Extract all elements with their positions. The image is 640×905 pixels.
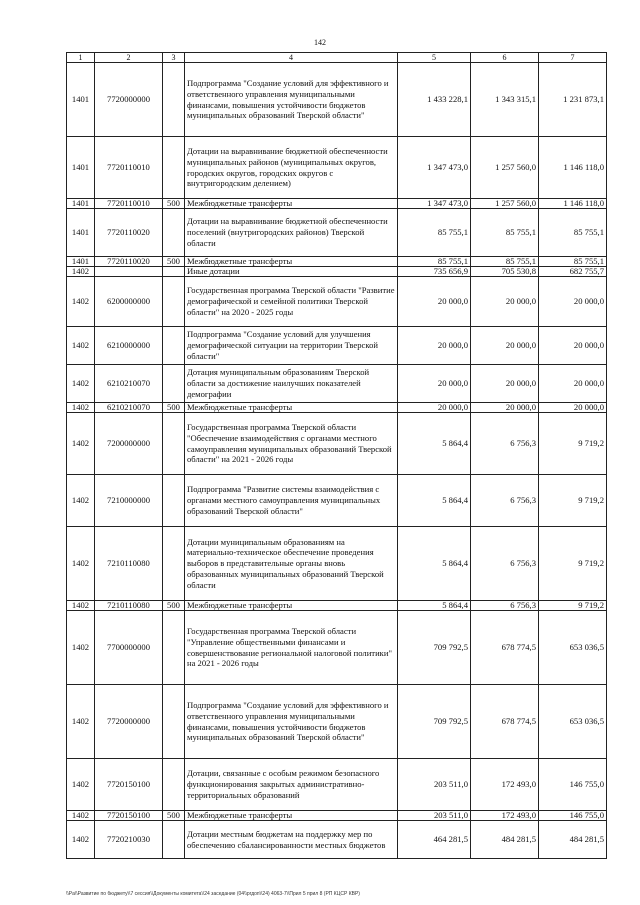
column-header: 1 [67,53,95,63]
column-header: 7 [539,53,607,63]
amount-year-2-cell: 20 000,0 [471,365,539,403]
table-row [67,209,607,257]
amount-year-2-cell: 705 530,8 [471,267,539,277]
amount-year-3-cell: 85 755,1 [539,209,607,257]
amount-year-2-cell: 85 755,1 [471,209,539,257]
table-row [67,257,607,267]
target-article-code-cell: 7720110020 [95,257,163,267]
column-number-row [67,53,607,63]
amount-year-1-cell: 20 000,0 [398,277,471,327]
section-code-cell: 1402 [67,365,95,403]
amount-year-3-cell: 9 719,2 [539,601,607,611]
amount-year-2-cell: 6 756,3 [471,527,539,601]
table-row [67,475,607,527]
expense-type-cell [163,685,185,759]
item-name-cell: Государственная программа Тверской области "Развитие демографической и семейной политики Тверской области" на 2020 - 2025 годы [185,277,398,327]
amount-year-2-cell: 678 774,5 [471,685,539,759]
amount-year-1-cell: 5 864,4 [398,413,471,475]
target-article-code-cell: 7720110010 [95,199,163,209]
item-name-cell: Дотация муниципальным образованиям Тверской области за достижение наилучших показателей демографии [185,365,398,403]
expense-type-cell: 500 [163,403,185,413]
amount-year-3-cell: 20 000,0 [539,403,607,413]
item-name-cell: Межбюджетные трансферты [185,199,398,209]
amount-year-2-cell: 1 343 315,1 [471,63,539,137]
amount-year-1-cell: 709 792,5 [398,685,471,759]
item-name-cell: Подпрограмма "Создание условий для улучшения демографической ситуации на территории Тверской области" [185,327,398,365]
expense-type-cell [163,413,185,475]
target-article-code-cell: 6210210070 [95,365,163,403]
expense-type-cell [163,209,185,257]
table-body [67,63,607,859]
expense-type-cell: 500 [163,199,185,209]
target-article-code-cell: 7720150100 [95,811,163,821]
amount-year-1-cell: 5 864,4 [398,527,471,601]
item-name-cell: Подпрограмма "Создание условий для эффективного и ответственного управления муниципальными финансами, повышения устойчивости бюджетов муниципальных образований Тверской области" [185,685,398,759]
column-header: 6 [471,53,539,63]
target-article-code-cell: 7720000000 [95,63,163,137]
item-name-cell: Подпрограмма "Создание условий для эффективного и ответственного управления муниципальными финансами, повышения устойчивости бюджетов муниципальных образований Тверской области" [185,63,398,137]
section-code-cell: 1402 [67,601,95,611]
amount-year-1-cell: 464 281,5 [398,821,471,859]
table-row [67,365,607,403]
target-article-code-cell: 6210000000 [95,327,163,365]
target-article-code-cell: 7210000000 [95,475,163,527]
amount-year-2-cell: 6 756,3 [471,475,539,527]
amount-year-3-cell: 20 000,0 [539,365,607,403]
expense-type-cell [163,277,185,327]
section-code-cell: 1401 [67,257,95,267]
amount-year-3-cell: 9 719,2 [539,527,607,601]
amount-year-1-cell: 5 864,4 [398,475,471,527]
amount-year-3-cell: 20 000,0 [539,277,607,327]
item-name-cell: Дотации на выравнивание бюджетной обеспеченности поселений (внутригородских районов) Тверской области [185,209,398,257]
amount-year-2-cell: 1 257 560,0 [471,199,539,209]
expense-type-cell [163,527,185,601]
table-row [67,685,607,759]
table-row [67,403,607,413]
table-row [67,413,607,475]
amount-year-2-cell: 1 257 560,0 [471,137,539,199]
expense-type-cell [163,137,185,199]
column-header: 5 [398,53,471,63]
amount-year-2-cell: 6 756,3 [471,413,539,475]
amount-year-3-cell: 85 755,1 [539,257,607,267]
expense-type-cell [163,63,185,137]
target-article-code-cell [95,267,163,277]
table-row [67,277,607,327]
table-row [67,267,607,277]
expense-type-cell: 500 [163,257,185,267]
expense-type-cell [163,759,185,811]
amount-year-1-cell: 20 000,0 [398,403,471,413]
table-row [67,199,607,209]
item-name-cell: Государственная программа Тверской области "Управление общественными финансами и совершенствование региональной налоговой политики" на 2021 - 2026 годы [185,611,398,685]
section-code-cell: 1402 [67,685,95,759]
expense-type-cell [163,327,185,365]
amount-year-1-cell: 5 864,4 [398,601,471,611]
expense-type-cell [163,821,185,859]
column-header: 3 [163,53,185,63]
amount-year-3-cell: 146 755,0 [539,811,607,821]
amount-year-3-cell: 1 146 118,0 [539,199,607,209]
amount-year-1-cell: 20 000,0 [398,327,471,365]
item-name-cell: Дотации, связанные с особым режимом безопасного функционирования закрытых административно-территориальных образований [185,759,398,811]
table-row [67,821,607,859]
amount-year-3-cell: 1 231 873,1 [539,63,607,137]
item-name-cell: Межбюджетные трансферты [185,601,398,611]
amount-year-2-cell: 172 493,0 [471,811,539,821]
amount-year-1-cell: 1 433 228,1 [398,63,471,137]
amount-year-1-cell: 85 755,1 [398,209,471,257]
amount-year-2-cell: 20 000,0 [471,403,539,413]
section-code-cell: 1402 [67,277,95,327]
target-article-code-cell: 7720210030 [95,821,163,859]
target-article-code-cell: 7200000000 [95,413,163,475]
amount-year-2-cell: 20 000,0 [471,327,539,365]
table-row [67,137,607,199]
expense-type-cell [163,611,185,685]
amount-year-3-cell: 484 281,5 [539,821,607,859]
amount-year-1-cell: 203 511,0 [398,759,471,811]
amount-year-1-cell: 1 347 473,0 [398,199,471,209]
section-code-cell: 1402 [67,759,95,811]
section-code-cell: 1401 [67,63,95,137]
item-name-cell: Подпрограмма "Развитие системы взаимодействия с органами местного самоуправления муниципальных образований Тверской области" [185,475,398,527]
expense-type-cell [163,267,185,277]
expense-type-cell: 500 [163,601,185,611]
item-name-cell: Государственная программа Тверской области "Обеспечение взаимодействия с органами местного самоуправления муниципальных образований Тверской области" на 2021 - 2026 годы [185,413,398,475]
item-name-cell: Межбюджетные трансферты [185,811,398,821]
amount-year-1-cell: 735 656,9 [398,267,471,277]
table-row [67,611,607,685]
target-article-code-cell: 7700000000 [95,611,163,685]
expense-type-cell: 500 [163,811,185,821]
amount-year-3-cell: 1 146 118,0 [539,137,607,199]
expense-type-cell [163,475,185,527]
section-code-cell: 1402 [67,413,95,475]
section-code-cell: 1401 [67,209,95,257]
section-code-cell: 1402 [67,403,95,413]
table-row [67,759,607,811]
amount-year-2-cell: 6 756,3 [471,601,539,611]
target-article-code-cell: 6200000000 [95,277,163,327]
table-row [67,601,607,611]
target-article-code-cell: 7210110080 [95,527,163,601]
section-code-cell: 1402 [67,267,95,277]
amount-year-3-cell: 653 036,5 [539,611,607,685]
amount-year-3-cell: 146 755,0 [539,759,607,811]
amount-year-1-cell: 1 347 473,0 [398,137,471,199]
table-row [67,63,607,137]
section-code-cell: 1402 [67,811,95,821]
item-name-cell: Межбюджетные трансферты [185,257,398,267]
item-name-cell: Межбюджетные трансферты [185,403,398,413]
item-name-cell: Иные дотации [185,267,398,277]
budget-table [66,52,607,859]
section-code-cell: 1401 [67,137,95,199]
footer-file-path: \\Pa\\Развитие по бюджету\\7 сессия\\Документы комитета\\24 заседание (04\\ргдоп\\24) 4063-7\\Прил 5 прил 8 (РП КЦСР КВР) [66,891,360,897]
expense-type-cell [163,365,185,403]
amount-year-1-cell: 203 511,0 [398,811,471,821]
amount-year-3-cell: 682 755,7 [539,267,607,277]
amount-year-2-cell: 172 493,0 [471,759,539,811]
section-code-cell: 1402 [67,327,95,365]
item-name-cell: Дотации муниципальным образованиям на материально-техническое обеспечение проведения выборов в представительные органы вновь образованных муниципальных образований Тверской области [185,527,398,601]
target-article-code-cell: 6210210070 [95,403,163,413]
section-code-cell: 1402 [67,527,95,601]
column-header: 4 [185,53,398,63]
amount-year-2-cell: 484 281,5 [471,821,539,859]
section-code-cell: 1402 [67,475,95,527]
amount-year-2-cell: 85 755,1 [471,257,539,267]
target-article-code-cell: 7210110080 [95,601,163,611]
section-code-cell: 1402 [67,821,95,859]
table-row [67,327,607,365]
target-article-code-cell: 7720000000 [95,685,163,759]
target-article-code-cell: 7720110010 [95,137,163,199]
amount-year-2-cell: 678 774,5 [471,611,539,685]
amount-year-1-cell: 709 792,5 [398,611,471,685]
amount-year-3-cell: 9 719,2 [539,475,607,527]
amount-year-2-cell: 20 000,0 [471,277,539,327]
section-code-cell: 1401 [67,199,95,209]
amount-year-1-cell: 20 000,0 [398,365,471,403]
target-article-code-cell: 7720150100 [95,759,163,811]
table-row [67,811,607,821]
table-row [67,527,607,601]
item-name-cell: Дотации местным бюджетам на поддержку мер по обеспечению сбалансированности местных бюджетов [185,821,398,859]
item-name-cell: Дотации на выравнивание бюджетной обеспеченности муниципальных районов (муниципальных округов, городских округов, городских округов с внутригородским делением) [185,137,398,199]
amount-year-3-cell: 653 036,5 [539,685,607,759]
column-header: 2 [95,53,163,63]
target-article-code-cell: 7720110020 [95,209,163,257]
section-code-cell: 1402 [67,611,95,685]
amount-year-1-cell: 85 755,1 [398,257,471,267]
amount-year-3-cell: 20 000,0 [539,327,607,365]
amount-year-3-cell: 9 719,2 [539,413,607,475]
page-number: 142 [314,38,326,47]
